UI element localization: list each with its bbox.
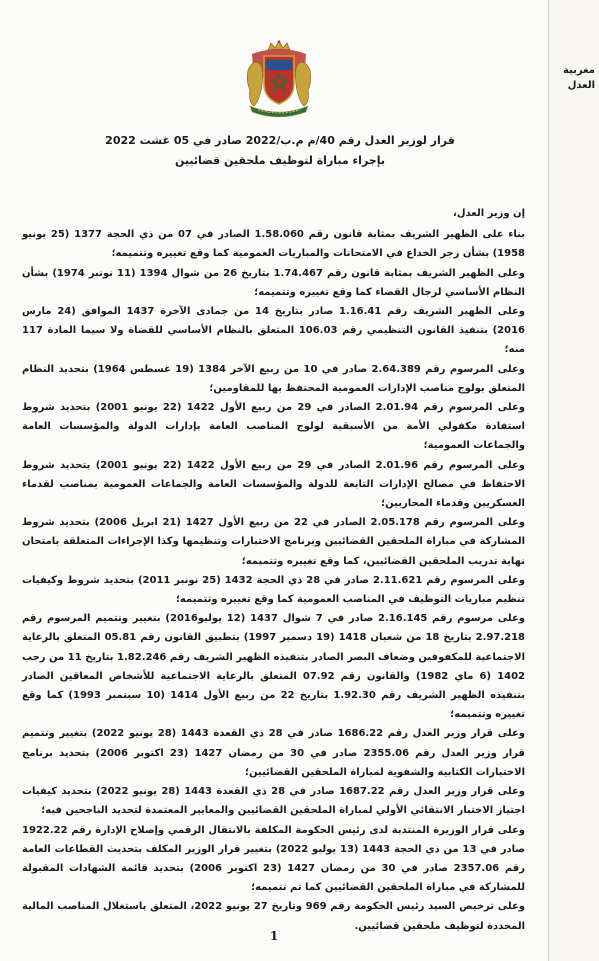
body-paragraph: وعلى المرسوم رقم 2.11.621 صادر في 28 ذي الحجة 1432 (25 نونبر 2011) بتحديد شروط وكيفيات تنظيم مباريات التوظيف في المناصب العمومية كما وقع تغييره وتتميمه؛	[22, 574, 525, 606]
adjacent-page-fragment	[551, 63, 595, 93]
decree-title-line-2: بإجراء مباراة لتوظيف ملحقين قضائيين	[175, 154, 385, 167]
body-paragraph: وعلى المرسوم رقم 2.64.389 صادر في 10 من ربيع الآخر 1384 (19 غسطس 1964) بتحديد النظام المتعلق بولوج مناصب الإدارات العمومية المحتفظ بها للمقاومين؛	[22, 363, 525, 394]
body-paragraph: وعلى الظهير الشريف بمثابة قانون رقم 1.74.467 بتاريخ 26 من شوال 1394 (11 نونبر 1974) بشأن النظام الأساسي لرجال القضاء كما وقع تغييره وتتميمه؛	[22, 267, 525, 298]
body-paragraph: وعلى مرسوم رقم 2.16.145 صادر في 7 شوال 1437 (12 يوليو2016) بتغيير وتتميم المرسوم رقم 2.97.218 بتاريخ 18 من شعبان 1418 (19 دسمبر 1997) بتطبيق القانون رقم 05.81 المتعلق بالرعاية الاجتماعية للمكفوفين وضعاف البصر الصادر بتنفيذه الظهير الشريف رقم 1.82.246 بتاريخ 11 من رجب 1402 (6 ماي 1982) والقانون رقم 07.92 المتعلق بالرعاية الاجتماعية للأشخاص المعاقين الصادر بتنفيذه الظهير الشريف رقم 1.92.30 بتاريخ 22 من ربيع الأول 1414 (10 سبتمبر 1993) كما وقع تغييره وتتميمه؛	[22, 613, 526, 721]
decree-title	[20, 131, 540, 171]
body-paragraph: وعلى المرسوم رقم 2.01.96 الصادر في 29 من ربيع الأول 1422 (22 يونيو 2001) بتحديد شروط الاحتفاظ في مصالح الإدارات التابعة للدولة والمؤسسات العامة والجماعات العمومية بمناصب لقدماء العسكريين وقدماء المحاربين؛	[22, 459, 525, 510]
body-paragraph: وعلى قرار الوزيرة المنتدبة لدى رئيس الحكومة المكلفة بالانتقال الرقمي وإصلاح الإدارة رقم 1922.22 صادر في 13 من ذي الحجة 1443 (13 يوليو 2022) بتغيير قرار الوزير المكلف بتحديث القطاعات العامة رقم 2357.06 صادر في 30 من رمضان 1427 (23 اكتوبر 2006) بتحديد قائمة الشهادات المقبولة للمشاركة في مباراة الملحقين القضائيين كما تم تتميمه؛	[22, 824, 525, 894]
adjacent-page-text: مغربية	[563, 65, 595, 76]
body-paragraph: وعلى الظهير الشريف رقم 1.16.41 صادر بتاريخ 14 من جمادى الآخرة 1437 الموافق (24 مارس 2016) بتنفيذ القانون التنظيمي رقم 106.03 المتعلق بالنظام الأساسي للقضاة ولا سيما المادة 117 منه؛	[22, 306, 526, 356]
decree-title-line-1: قرار لوزير العدل رقم 40/م م.ب/2022 صادر في 05 غشت 2022	[105, 134, 455, 147]
page-edge-divider	[548, 0, 549, 961]
body-paragraph: وعلى ترخيص السيد رئيس الحكومة رقم 969 وتاريخ 27 يونيو 2022، المتعلق باستغلال المناصب المالية المحددة لتوظيف ملحقين قضائيين.	[22, 901, 525, 932]
decree-body	[22, 204, 525, 936]
body-paragraph: وعلى المرسوم رقم 2.01.94 الصادر في 29 من ربيع الأول 1422 (22 يونيو 2001) بتحديد شروط استفادة مكفولي الأمة من الأسبقية لولوج المناصب العامة بإدارات الدولة والمؤسسات العامة والجماعات العمومية؛	[22, 402, 525, 452]
body-opener: إن وزير العدل،	[453, 208, 525, 219]
page-number: 1	[269, 929, 279, 943]
body-paragraph: بناء على الظهير الشريف بمثابة قانون رقم 1.58.060 الصادر في 07 من ذي الحجة 1377 (25 يونيو 1958) بشأن زجر الخداع في الامتحانات والمباريات العمومية كما وقع تغييره وتتميمه؛	[22, 229, 525, 260]
adjacent-page-text: العدل	[567, 80, 595, 91]
moroccan-coat-of-arms-icon	[244, 40, 314, 118]
body-paragraph: وعلى قرار وزير العدل رقم 1686.22 صادر في 28 ذي القعدة 1443 (28 يونيو 2022) بتغيير وتتميم قرار وزير العدل رقم 2355.06 صادر في 30 من رمضان 1427 (23 اكتوبر 2006) بتحديد برنامج الاختبارات الكتابية والشفوية لمباراة الملحقين القضائيين؛	[22, 728, 526, 778]
body-paragraph: وعلى قرار وزير العدل رقم 1687.22 صادر في 28 ذي القعدة 1443 (28 يونيو 2022) بتحديد كيفيات اجتياز الاختبار الانتقائي الأولي لمباراة الملحقين القضائيين والمعايير المعتمدة لتحديد الناجحين فيه؛	[22, 786, 525, 817]
body-paragraph: وعلى المرسوم رقم 2.05.178 الصادر في 22 من ربيع الأول 1427 (21 ابريل 2006) بتحديد شروط المشاركة في مباراة الملحقين القضائيين وبرنامج الاختبارات وتنظيمها وكذا الإجراءات المتعلقة بامتحان نهاية تدريب الملحقين القضائيين، كما وقع تغييره وتتميمه؛	[22, 517, 526, 567]
